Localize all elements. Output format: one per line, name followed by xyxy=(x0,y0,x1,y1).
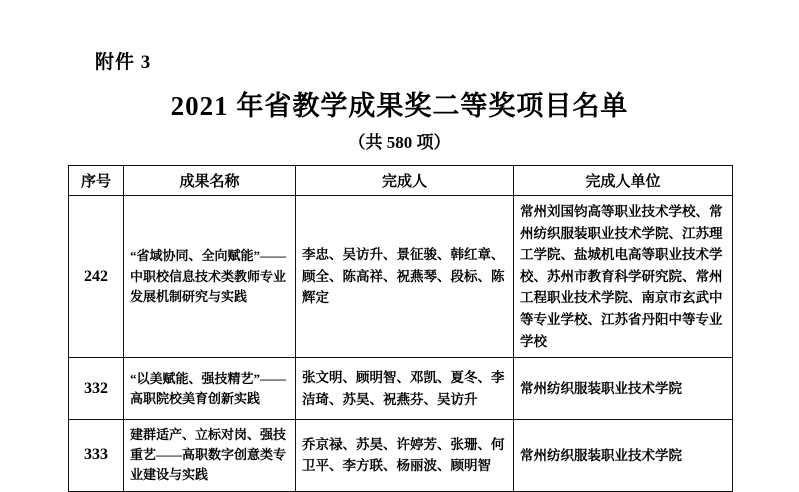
row-no: 242 xyxy=(69,196,124,358)
page-subtitle: （共 580 项） xyxy=(348,133,451,152)
attachment-label: 附件 3 xyxy=(95,52,152,73)
row-no: 333 xyxy=(69,420,124,491)
table-header-row xyxy=(69,166,733,196)
column-header-unit: 完成人单位 xyxy=(514,166,733,196)
row-units: 常州刘国钧高等职业技术学校、常州纺织服装职业技术学院、江苏理工学院、盐城机电高等职业技术学校、苏州市教育科学研究院、常州工程职业技术学院、南京市玄武中等专业学校、江苏省丹阳中等专业学校 xyxy=(514,196,733,358)
column-header-name: 成果名称 xyxy=(124,166,296,196)
column-header-person: 完成人 xyxy=(296,166,514,196)
row-achievement-name: 建群适产、立标对岗、强技重艺——高职数字创意类专业建设与实践 xyxy=(124,420,296,491)
row-no: 332 xyxy=(69,358,124,420)
row-units: 常州纺织服装职业技术学院 xyxy=(514,420,733,491)
table-row xyxy=(69,358,733,420)
column-header-no: 序号 xyxy=(69,166,124,196)
row-persons: 李忠、吴访升、景征骏、韩红章、顾全、陈高祥、祝燕琴、段标、陈辉定 xyxy=(296,196,514,358)
award-list-table-wrapper xyxy=(68,165,732,492)
row-units: 常州纺织服装职业技术学院 xyxy=(514,358,733,420)
row-persons: 乔京禄、苏昊、许婷芳、张珊、何卫平、李方联、杨丽波、顾明智 xyxy=(296,420,514,491)
row-achievement-name: “省域协同、全向赋能”——中职校信息技术类教师专业发展机制研究与实践 xyxy=(124,196,296,358)
table-row xyxy=(69,196,733,358)
page-title: 2021 年省教学成果奖二等奖项目名单 xyxy=(170,91,629,121)
row-persons: 张文明、顾明智、邓凯、夏冬、李洁琦、苏昊、祝燕芬、吴访升 xyxy=(296,358,514,420)
row-achievement-name: “以美赋能、强技精艺”——高职院校美育创新实践 xyxy=(124,358,296,420)
award-list-table xyxy=(68,165,733,492)
table-row xyxy=(69,420,733,491)
